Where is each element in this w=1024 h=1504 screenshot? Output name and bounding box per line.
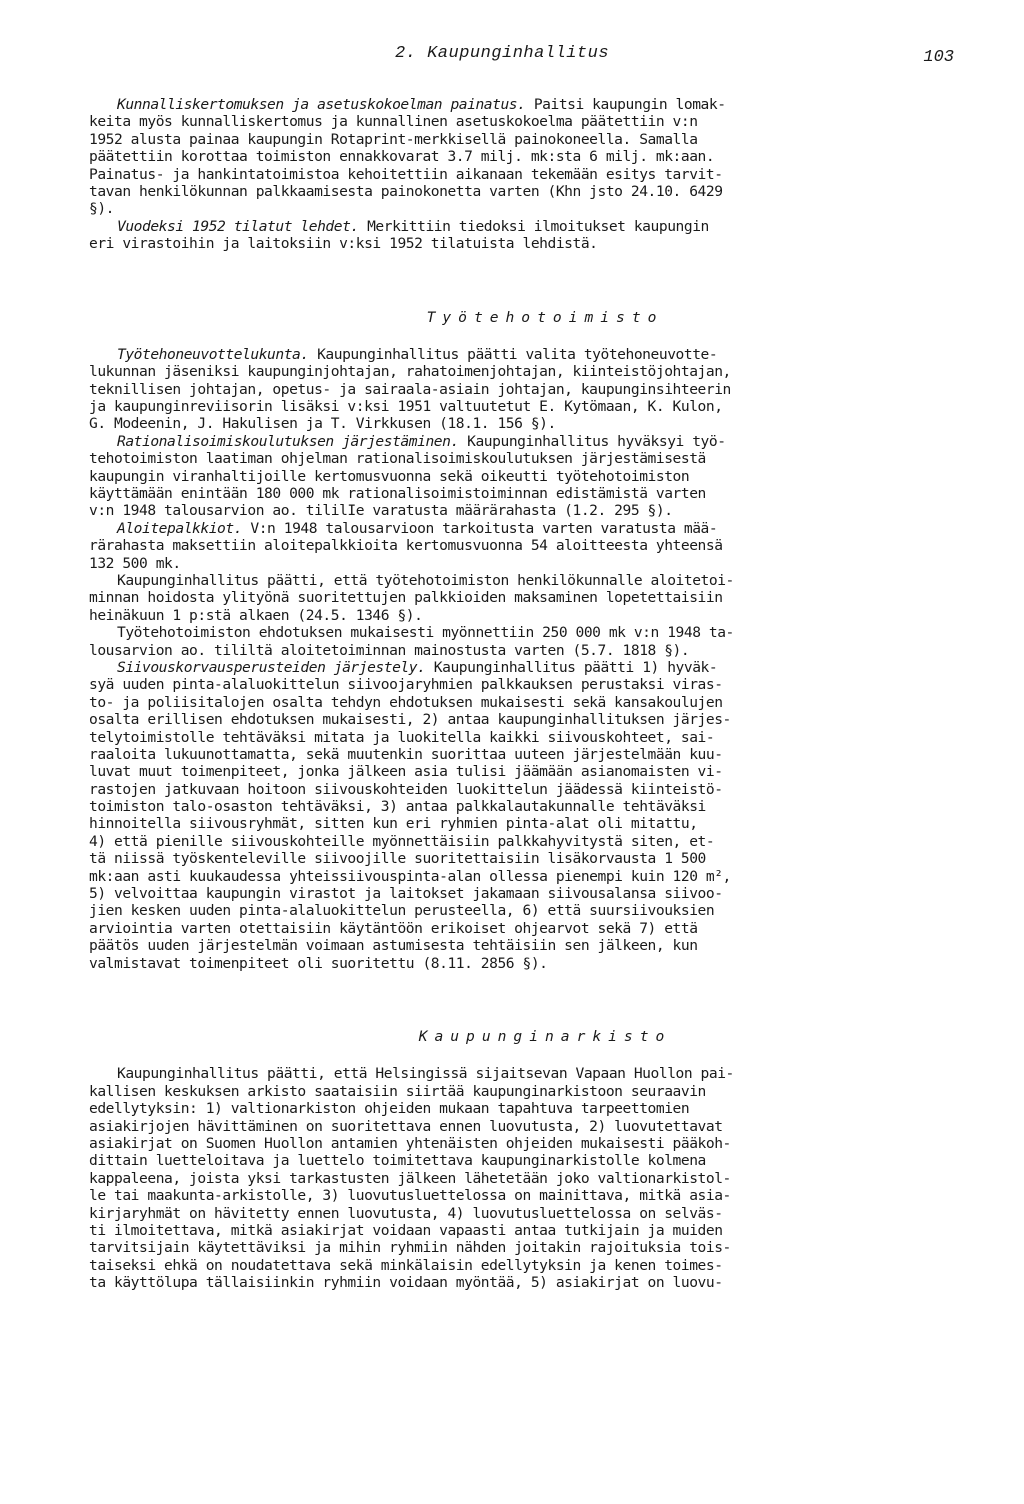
line-text: heinäkuun 1 p:stä alkaen (24.5. 1346 §).	[89, 606, 423, 624]
text-line	[89, 711, 961, 728]
line-text: Työtehotoimiston ehdotuksen mukaisesti myönnettiin 250 000 mk v:n 1948 ta-	[117, 624, 734, 642]
line-text: valmistavat toimenpiteet oli suoritettu (8.11. 2856 §).	[89, 954, 548, 972]
text-line	[89, 1222, 961, 1239]
text-line	[89, 885, 961, 902]
line-text: 5) velvoittaa kaupungin virastot ja laitokset jakamaan siivousalansa siivoo-	[89, 885, 723, 903]
text-line	[89, 902, 961, 919]
line-text: ti ilmoitettava, mitkä asiakirjat voidaan vapaasti antaa tutkijain ja muiden	[89, 1221, 723, 1239]
text-line	[89, 131, 961, 148]
text-line	[89, 815, 961, 832]
text-line	[89, 1187, 961, 1204]
page-number: 103	[923, 48, 954, 67]
text-line	[89, 183, 961, 200]
text-line	[89, 520, 961, 537]
text-line	[89, 502, 961, 519]
text-line	[89, 1135, 961, 1152]
section-title-tyotehotoimisto: Työtehotoimisto	[426, 308, 664, 326]
line-text: tä niissä työskenteleville siivoojille suoritettaisiin lisäkorvausta 1 500	[89, 850, 706, 868]
text-line	[89, 781, 961, 798]
line-text: 1952 alusta painaa kaupungin Rotaprint-merkkisellä painokoneella. Samalla	[89, 130, 698, 148]
line-text: syä uuden pinta-alaluokittelun siivoojaryhmien palkkauksen perustaksi viras-	[89, 676, 723, 694]
line-text: ja kaupunginreviisorin lisäksi v:ksi 1951 valtuutetut E. Kytömaan, K. Kulon,	[89, 398, 723, 416]
text-line	[89, 346, 961, 363]
text-line	[89, 398, 961, 415]
line-text: teknillisen johtajan, opetus- ja sairaala-asiain johtajan, kaupunginsihteerin	[89, 380, 731, 398]
text-line	[89, 955, 961, 972]
line-text: Painatus- ja hankintatoimistoa kehoitettiin aikanaan tekemään esitys tarvit-	[89, 165, 723, 183]
line-text: lukunnan jäseniksi kaupunginjohtajan, rahatoimenjohtajan, kiinteistöjohtajan,	[89, 363, 731, 381]
body-text	[89, 96, 961, 1291]
text-line	[89, 1239, 961, 1256]
line-text: päätettiin korottaa toimiston ennakkovarat 3.7 milj. mk:sta 6 milj. mk:aan.	[89, 148, 715, 166]
text-line	[89, 746, 961, 763]
text-line	[89, 850, 961, 867]
text-line	[89, 659, 961, 676]
text-line	[89, 833, 961, 850]
line-text: rärahasta maksettiin aloitepalkkioita kertomusvuonna 54 aloitteesta yhteensä	[89, 537, 723, 555]
line-text: raaloita lukuunottamatta, sekä muutenkin suorittaa uuteen järjestelmään kuu-	[89, 745, 723, 763]
line-text: G. Modeenin, J. Hakulisen ja T. Virkkusen (18.1. 156 §).	[89, 415, 556, 433]
text-line	[89, 798, 961, 815]
line-text: taiseksi ehkä on noudatettava sekä minkälaisin edellytyksin ja kenen toimes-	[89, 1256, 723, 1274]
line-text: eri virastoihin ja laitoksiin v:ksi 1952 tilatuista lehdistä.	[89, 235, 598, 253]
line-text: tarvitsijain käytettäviksi ja mihin ryhmiin nähden joitakin rajoituksia tois-	[89, 1239, 731, 1257]
line-text: §).	[89, 200, 115, 218]
line-text: arviointia varten otettaisiin käytäntöön erikoiset ohjearvot sekä 7) että	[89, 919, 698, 937]
text-line	[89, 868, 961, 885]
line-text: toimiston talo-osaston tehtäväksi, 3) antaa palkkalautakunnalle tehtäväksi	[89, 798, 706, 816]
line-text: jien kesken uuden pinta-alaluokittelun perusteella, 6) että suursiivouksien	[89, 902, 715, 920]
paragraph-heading: Siivouskorvausperusteiden järjestely.	[117, 658, 426, 676]
line-text: kallisen keskuksen arkisto saataisiin siirtää kaupunginarkistoon seuraavin	[89, 1082, 706, 1100]
line-text: kappaleena, joista yksi tarkastusten jälkeen lähetetään joko valtionarkistol-	[89, 1169, 731, 1187]
line-text: Paitsi kaupungin lomak-	[525, 96, 726, 113]
line-text: edellytyksin: 1) valtionarkiston ohjeiden mukaan tapahtuva tarpeettomien	[89, 1100, 690, 1118]
text-line	[89, 572, 961, 589]
line-text: tehotoimiston laatiman ohjelman rationalisoimiskoulutuksen järjestämisestä	[89, 450, 706, 468]
paragraph-heading: Vuodeksi 1952 tilatut lehdet.	[117, 217, 359, 235]
text-line	[89, 1205, 961, 1222]
line-text: minnan hoidosta ylityönä suoritettujen palkkioiden maksaminen lopetettaisiin	[89, 589, 723, 607]
line-text: Kaupunginhallitus hyväksyi työ-	[458, 432, 726, 450]
text-line	[89, 200, 961, 217]
line-text: rastojen jatkuvaan hoitoon siivouskohteiden luokittelun jäädessä kiinteistö-	[89, 780, 723, 798]
section-title-kaupunginarkisto: Kaupunginarkisto	[418, 1027, 672, 1045]
text-line	[89, 450, 961, 467]
line-text: telytoimistolle tehtäväksi mitata ja luokitella kaikki siivouskohteet, sai-	[89, 728, 715, 746]
paragraph-heading: Aloitepalkkiot.	[117, 519, 243, 537]
line-text: Kaupunginhallitus päätti 1) hyväk-	[425, 658, 718, 676]
line-text: asiakirjojen hävittäminen on suoritettava ennen luovutusta, 2) luovutettavat	[89, 1117, 723, 1135]
text-line	[89, 96, 961, 113]
page-header	[395, 44, 954, 74]
text-line	[89, 166, 961, 183]
line-text: Kaupunginhallitus päätti valita työtehoneuvotte-	[308, 345, 718, 363]
line-text: dittain luetteloitava ja luettelo toimitettava kaupunginarkistolle kolmena	[89, 1152, 706, 1170]
text-line	[89, 218, 961, 235]
line-text: päätös uuden järjestelmän voimaan astumisesta tehtäisiin sen jälkeen, kun	[89, 937, 698, 955]
text-line	[89, 468, 961, 485]
section-gap	[89, 972, 961, 1006]
line-text: Kaupunginhallitus päätti, että Helsingissä sijaitsevan Vapaan Huollon pai-	[117, 1065, 734, 1083]
line-text: keita myös kunnalliskertomus ja kunnallinen asetuskokoelma päätettiin v:n	[89, 113, 698, 131]
text-line	[89, 1100, 961, 1117]
line-text: 4) että pienille siivouskohteille myönnettäisiin palkkahyvitystä siten, et-	[89, 832, 715, 850]
paragraph-heading: Rationalisoimiskoulutuksen järjestäminen.	[117, 432, 459, 450]
line-text: mk:aan asti kuukaudessa yhteissiivouspinta-alan ollessa pienempi kuin 120 m²,	[89, 867, 731, 885]
line-text: lousarvion ao. tililtä aloitetoiminnan mainostusta varten (5.7. 1818 §).	[89, 641, 690, 659]
text-line	[89, 555, 961, 572]
text-line	[89, 642, 961, 659]
text-line	[89, 113, 961, 130]
text-line	[89, 537, 961, 554]
text-line	[89, 729, 961, 746]
line-text: ta käyttölupa tällaisiinkin ryhmiin voidaan myöntää, 5) asiakirjat on luovu-	[89, 1274, 723, 1292]
line-text: tavan henkilökunnan palkkaamisesta painokonetta varten (Khn jsto 24.10. 6429	[89, 182, 723, 200]
line-text: osalta erillisen ehdotuksen mukaisesti, 2) antaa kaupunginhallituksen järjes-	[89, 711, 731, 729]
text-line	[89, 235, 961, 252]
text-line	[89, 1065, 961, 1082]
text-line	[89, 763, 961, 780]
line-text: luvat muut toimenpiteet, jonka jälkeen asia tulisi jäämään asianomaisten vi-	[89, 763, 723, 781]
paragraph-heading: Kunnalliskertomuksen ja asetuskokoelman painatus.	[117, 96, 526, 113]
line-text: 132 500 mk.	[89, 554, 181, 572]
text-line	[89, 148, 961, 165]
text-line	[89, 1118, 961, 1135]
line-text: hinnoitella siivousryhmät, sitten kun eri ryhmien pinta-alat oli mitattu,	[89, 815, 698, 833]
line-text: le tai maakunta-arkistolle, 3) luovutusluettelossa on mainittava, mitkä asia-	[89, 1187, 731, 1205]
line-text: asiakirjat on Suomen Huollon antamien yhtenäisten ohjeiden mukaisesti pääkoh-	[89, 1134, 731, 1152]
text-line	[89, 485, 961, 502]
text-line	[89, 1083, 961, 1100]
line-text: Merkittiin tiedoksi ilmoitukset kaupungin	[358, 217, 709, 235]
text-line	[89, 363, 961, 380]
line-text: kaupungin viranhaltijoille kertomusvuonna sekä oikeutti työtehotoimiston	[89, 467, 690, 485]
line-text: v:n 1948 talousarvion ao. tililIe varatusta määrärahasta (1.2. 295 §).	[89, 502, 673, 520]
text-line	[89, 589, 961, 606]
text-line	[89, 937, 961, 954]
text-line	[89, 694, 961, 711]
line-text: V:n 1948 talousarvioon tarkoitusta varten varatusta mää-	[242, 519, 718, 537]
line-text: to- ja poliisitalojen osalta tehdyn ehdotuksen mukaisesti sekä kansakoulujen	[89, 693, 723, 711]
text-line	[89, 381, 961, 398]
text-line	[89, 1274, 961, 1291]
text-line	[89, 1152, 961, 1169]
text-line	[89, 1170, 961, 1187]
paragraph-heading: Työtehoneuvottelukunta.	[117, 345, 309, 363]
text-line	[89, 1257, 961, 1274]
text-line	[89, 607, 961, 624]
line-text: kirjaryhmät on hävitetty ennen luovutusta, 4) luovutusluettelossa on selväs-	[89, 1204, 723, 1222]
text-line	[89, 676, 961, 693]
text-line	[89, 920, 961, 937]
text-line	[89, 415, 961, 432]
running-head: 2. Kaupunginhallitus	[395, 44, 610, 63]
text-line	[89, 624, 961, 641]
line-text: käyttämään enintään 180 000 mk rationalisoimistoiminnan edistämistä varten	[89, 485, 706, 503]
line-text: Kaupunginhallitus päätti, että työtehotoimiston henkilökunnalle aloitetoi-	[117, 572, 734, 589]
text-line	[89, 433, 961, 450]
section-gap	[89, 253, 961, 287]
